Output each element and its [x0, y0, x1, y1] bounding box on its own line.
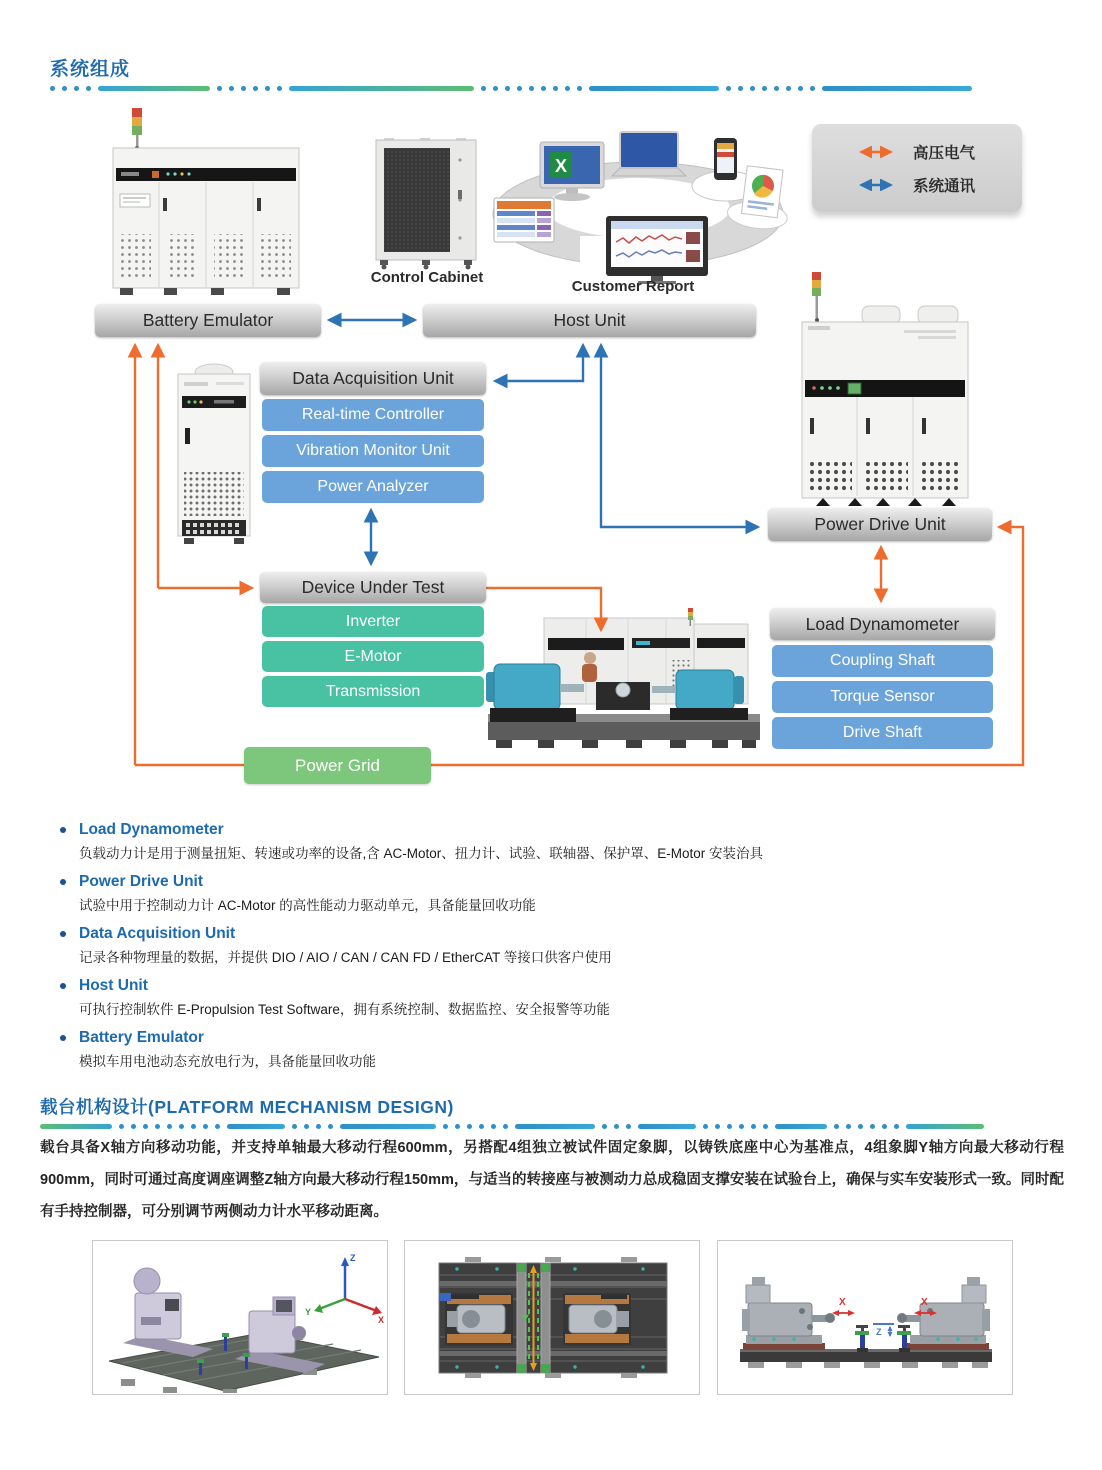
- box-device-under-test: Device Under Test: [260, 572, 486, 603]
- component-descriptions: [60, 818, 1060, 1078]
- box-drive-shaft: Drive Shaft: [772, 717, 993, 749]
- right-motor-assembly: [563, 1293, 631, 1345]
- control-cabinet-caption: Control Cabinet: [370, 269, 484, 286]
- cad-iso-view-image: [92, 1240, 388, 1395]
- hv-arrow-icon: [852, 146, 900, 158]
- box-e-motor: E-Motor: [262, 641, 484, 672]
- list-item: [60, 922, 1060, 970]
- laptop-icon: [612, 132, 686, 176]
- legend-hv-label: 高压电气: [913, 144, 976, 162]
- separator-dotline-top: [50, 85, 1062, 91]
- bullet-icon: [60, 827, 66, 833]
- box-data-acquisition-unit: Data Acquisition Unit: [260, 362, 486, 395]
- central-monitor-icon: [606, 216, 708, 284]
- legend-comm-label: 系统通讯: [913, 177, 976, 195]
- signal-tower-icon: [812, 272, 821, 322]
- bullet-desc: 负载动力计是用于测量扭矩、转速或功率的设备,含 AC-Motor、扭力计、试验、联轴器、保护罩、E-Motor 安装治具: [79, 846, 764, 861]
- battery-emulator-image: [112, 104, 302, 296]
- left-machine: [123, 1268, 213, 1357]
- platform-paragraph: 载台具备X轴方向移动功能，并支持单轴最大移动行程600mm，另搭配4组独立被试件固定象脚，以铸铁底座中心为基准点，4组象脚Y轴方向最大移动行程900mm，同时可通过高度调座调整Z轴方向最大移动行程150mm，与适当的转接座与被测动力总成稳固支撑安装在试验台上，确保与实车安装形式一致。同时配有手持控制器，可分别调节两侧动力计水平移动距离。: [40, 1140, 1064, 1220]
- box-load-dynamometer: Load Dynamometer: [770, 608, 995, 640]
- box-vibration-monitor-unit: Vibration Monitor Unit: [262, 435, 484, 467]
- power-drive-cabinet-image: [800, 268, 972, 506]
- page-title: 系统组成: [50, 59, 131, 80]
- box-coupling-shaft: Coupling Shaft: [772, 645, 993, 677]
- control-cabinet-image: [370, 138, 484, 270]
- axis-triad-icon: [305, 1253, 384, 1325]
- axis-z-label: Z: [350, 1253, 356, 1263]
- list-item: [60, 870, 1060, 918]
- bullet-title: Data Acquisition Unit: [79, 925, 236, 942]
- bullet-icon: [60, 983, 66, 989]
- axis-y-label: Y: [305, 1307, 312, 1317]
- axis-z-label: Z: [876, 1327, 882, 1337]
- left-dyno: [742, 1277, 835, 1350]
- test-rig-image: [486, 608, 764, 756]
- bullet-desc: 可执行控制软件 E-Propulsion Test Software，拥有系统控制、数据监控、安全报警等功能: [79, 1002, 610, 1017]
- bullet-icon: [60, 931, 66, 937]
- customer-report-image: [488, 124, 788, 284]
- box-inverter: Inverter: [262, 606, 484, 637]
- box-power-drive-unit: Power Drive Unit: [768, 508, 992, 541]
- axis-x-label: X: [921, 1297, 928, 1308]
- bullet-icon: [60, 879, 66, 885]
- bullet-desc: 模拟车用电池动态充放电行为，具备能量回收功能: [79, 1054, 376, 1069]
- bullet-title: Power Drive Unit: [79, 873, 204, 890]
- separator-dotline-platform: [40, 1123, 1062, 1129]
- list-item: [60, 1026, 1060, 1074]
- customer-report-caption: Customer Report: [571, 278, 695, 295]
- right-machine: [235, 1297, 325, 1373]
- bullet-desc: 记录各种物理量的数据，并提供 DIO / AIO / CAN / CAN FD / EtherCAT 等接口供客户使用: [79, 950, 612, 965]
- jack-stands: [855, 1325, 911, 1352]
- axis-y-label: Y: [522, 1313, 530, 1325]
- bullet-title: Battery Emulator: [79, 1029, 204, 1046]
- box-torque-sensor: Torque Sensor: [772, 681, 993, 713]
- list-item: [60, 818, 1060, 866]
- svg-text:X: X: [554, 156, 568, 176]
- comm-arrow-icon: [852, 179, 900, 191]
- cad-top-view-image: [404, 1240, 700, 1395]
- axis-x-label: X: [839, 1297, 846, 1308]
- bullet-title: Host Unit: [79, 977, 148, 994]
- table-screen-icon: [494, 198, 554, 242]
- box-real-time-controller: Real-time Controller: [262, 399, 484, 431]
- list-item: [60, 974, 1060, 1022]
- rack-tower-image: [176, 362, 252, 546]
- box-host-unit: Host Unit: [423, 304, 756, 337]
- x-dimension-left: [832, 1297, 855, 1316]
- box-power-grid: Power Grid: [244, 747, 431, 784]
- bullet-icon: [60, 1035, 66, 1041]
- box-power-analyzer: Power Analyzer: [262, 471, 484, 503]
- signal-tower-icon: [132, 108, 142, 150]
- legend-row-hv: [852, 141, 1022, 163]
- box-battery-emulator: Battery Emulator: [95, 304, 321, 337]
- left-motor-assembly: [439, 1293, 513, 1345]
- bullet-desc: 试验中用于控制动力计 AC-Motor 的高性能动力驱动单元，具备能量回收功能: [79, 898, 536, 913]
- legend-row-comm: [852, 174, 1022, 196]
- z-dimension: [873, 1324, 894, 1337]
- box-transmission: Transmission: [262, 676, 484, 707]
- axis-x-label: X: [378, 1315, 385, 1325]
- cad-side-view-image: [717, 1240, 1013, 1395]
- right-dyno: [897, 1277, 990, 1350]
- legend: [812, 124, 1022, 212]
- bullet-title: Load Dynamometer: [79, 821, 224, 838]
- platform-section-title: 载台机构设计(PLATFORM MECHANISM DESIGN): [40, 1097, 454, 1117]
